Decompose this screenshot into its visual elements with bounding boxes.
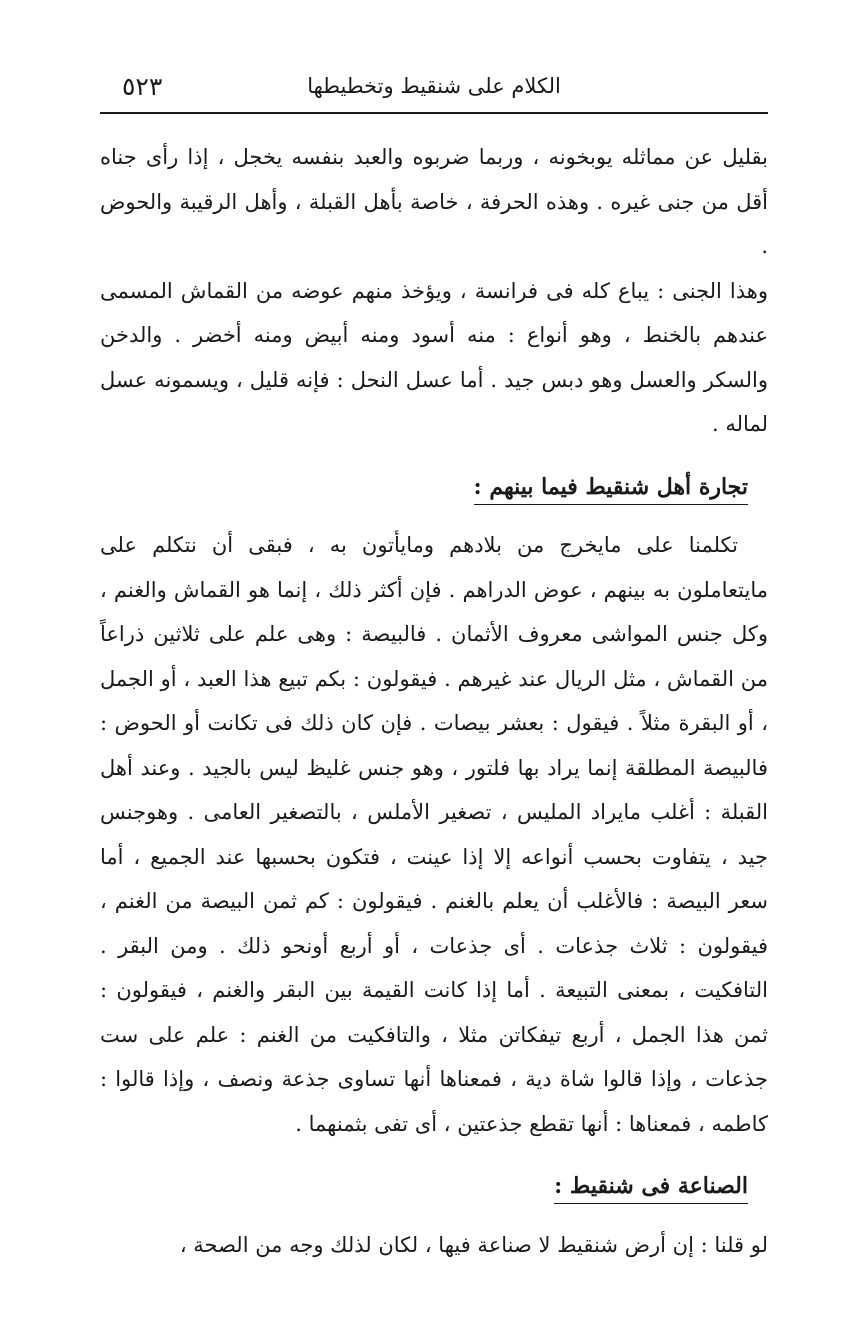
paragraph-industry: لو قلنا : إن أرض شنقيط لا صناعة فيها ، لكان لذلك وجه من الصحة ، bbox=[179, 1232, 768, 1257]
page-header bbox=[100, 60, 768, 114]
section-heading-industry-text: الصناعة فى شنقيط : bbox=[554, 1173, 748, 1204]
page-number: ٥٢٣ bbox=[122, 72, 163, 101]
running-title: الكلام على شنقيط وتخطيطها bbox=[307, 74, 561, 98]
paragraph-2: وهذا الجنى : يباع كله فى فرانسة ، ويؤخذ منهم عوضه من القماش المسمى عندهم بالخنط ، وهو أنواع : منه أسود ومنه أبيض ومنه أخضر . والدخن والسكر والعسل وهو دبس جيد . أما عسل النحل : فإنه قليل ، ويسمونه عسل لماله . bbox=[100, 278, 768, 436]
section-heading-trade-text: تجارة أهل شنقيط فيما بينهم : bbox=[474, 474, 748, 505]
paragraph-1: بقليل عن مماثله يوبخونه ، وربما ضربوه والعبد بنفسه يخجل ، إذا رأى جناه أقل من جنى غيره . وهذه الحرفة ، خاصة بأهل القبلة ، وأهل الرقيبة والحوض . bbox=[100, 145, 768, 258]
body-text bbox=[100, 135, 768, 1267]
paragraph-trade: تكلمنا على مايخرج من بلادهم ومايأتون به ، فبقى أن نتكلم على مايتعاملون به بينهم ، عوض الدراهم . فإن أكثر ذلك ، إنما هو القماش والغنم ، وكل جنس المواشى معروف الأثمان . فالبيصة : وهى علم على ثلاثين ذراعاً من القماش ، مثل الريال عند غيرهم . فيقولون : بكم تبيع هذا العبد ، أو الجمل ، أو البقرة مثلاً . فيقول : بعشر بيصات . فإن كان ذلك فى تكانت أو الحوض : فالبيصة المطلقة إنما يراد بها فلتور ، وهو جنس غليظ ليس بالجيد . وعند أهل القبلة : أغلب مايراد المليس ، تصغير الأملس ، بالتصغير العامى . وهوجنس جيد ، يتفاوت بحسب أنواعه إلا إذا عينت ، فتكون بحسبها عند الجميع ، أما سعر البيصة : فالأغلب أن يعلم بالغنم . فيقولون : كم ثمن البيصة من الغنم ، فيقولون : ثلاث جذعات . أى جذعات ، أو أربع أونحو ذلك . ومن البقر . التافكيت ، بمعنى التبيعة . أما إذا كانت القيمة بين البقر والغنم ، فيقولون : ثمن هذا الجمل ، أربع تيفكاتن مثلا ، والتافكيت من الغنم : علم على ست جذعات ، وإذا قالوا شاة دية ، فمعناها أنها تساوى جذعة ونصف ، وإذا قالوا : كاطمه ، فمعناها : أنها تقطع جذعتين ، أى تفى بثمنهما . bbox=[100, 533, 768, 1136]
section-heading-industry bbox=[100, 1164, 768, 1209]
section-heading-trade bbox=[100, 465, 768, 510]
